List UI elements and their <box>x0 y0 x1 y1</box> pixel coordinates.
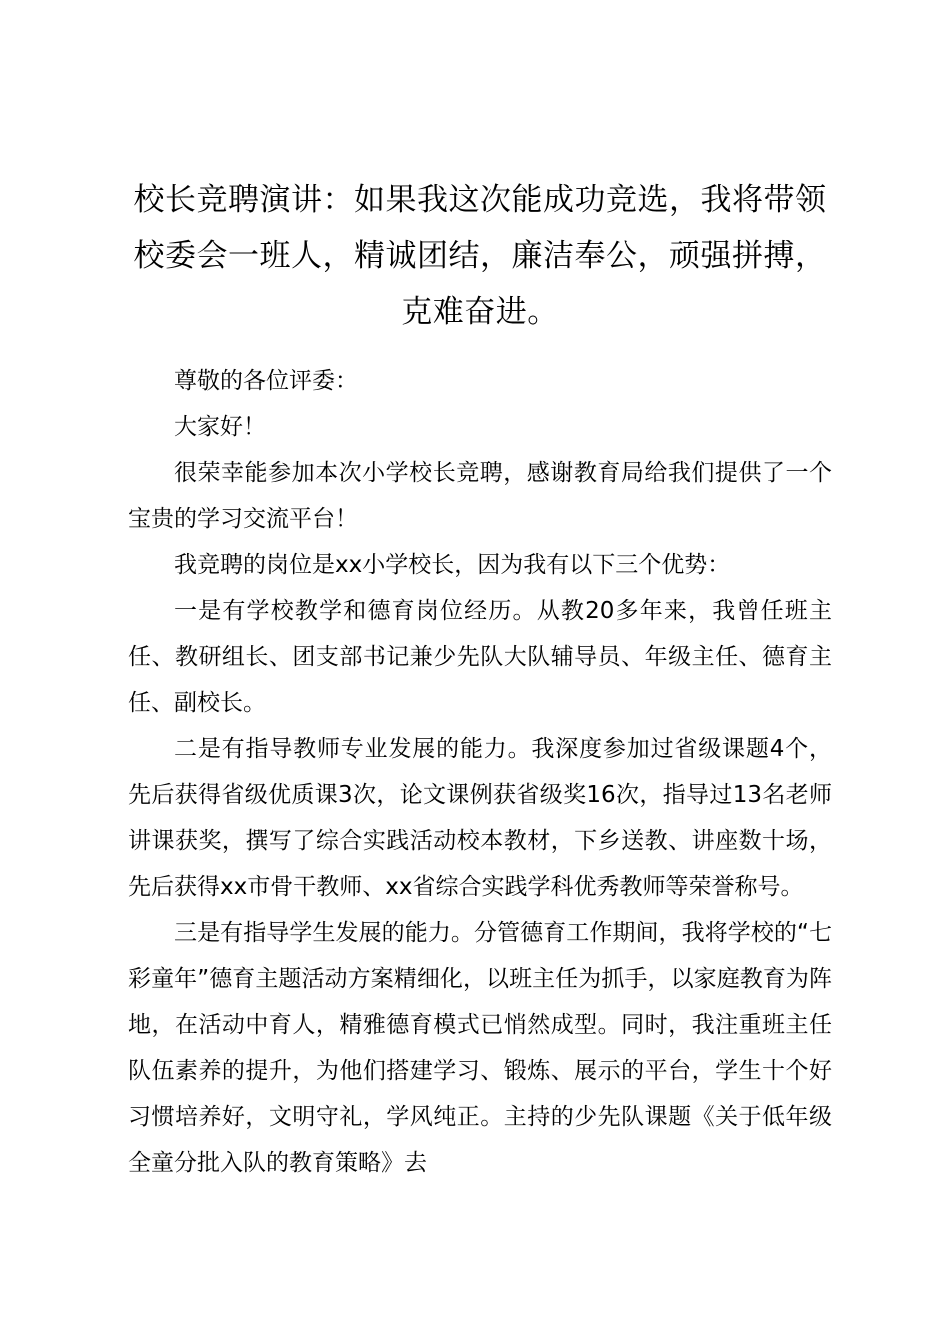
position-paragraph: 我竞聘的岗位是xx小学校长，因为我有以下三个优势： <box>174 552 731 578</box>
advantage-three-paragraph: 三是有指导学生发展的能力。分管德育工作期间，我将学校的“七彩童年”德育主题活动方案精细化，以班主任为抓手，以家庭教育为阵地，在活动中育人，精雅德育模式已悄然成型。同时，我注重班主任队伍素养的提升，为他们搭建学习、锻炼、展示的平台，学生十个好习惯培养好，文明守礼，学风纯正。主持的少先队课题《关于低年级全童分批入队的教育策略》去 <box>128 920 832 1176</box>
advantage-one-paragraph: 一是有学校教学和德育岗位经历。从教20多年来，我曾任班主任、教研组长、团支部书记兼少先队大队辅导员、年级主任、德育主任、副校长。 <box>128 598 832 716</box>
opening-paragraph: 很荣幸能参加本次小学校长竞聘，感谢教育局给我们提供了一个宝贵的学习交流平台！ <box>128 460 832 532</box>
document-title: 校长竞聘演讲：如果我这次能成功竞选，我将带领校委会一班人，精诚团结，廉洁奉公，顽强拼搏，克难奋进。 <box>133 182 827 330</box>
salutation-paragraph: 尊敬的各位评委： <box>174 368 358 394</box>
advantage-two-paragraph: 二是有指导教师专业发展的能力。我深度参加过省级课题4个，先后获得省级优质课3次，论文课例获省级奖16次，指导过13名老师讲课获奖，撰写了综合实践活动校本教材，下乡送教、讲座数十场，先后获得xx市骨干教师、xx省综合实践学科优秀教师等荣誉称号。 <box>128 736 832 900</box>
document-page <box>128 172 832 1186</box>
greeting-paragraph: 大家好！ <box>174 414 266 440</box>
